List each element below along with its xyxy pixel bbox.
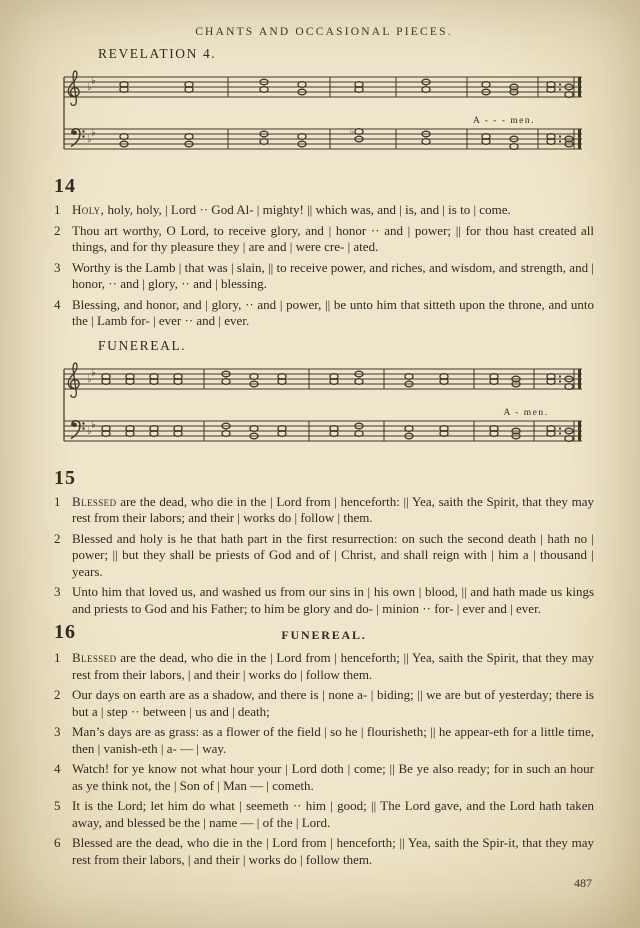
verse-text: Watch! for ye know not what hour your | Lord doth | come; || Be ye also ready; for in such an hour as ye think not, the | Son of | Man — | cometh. <box>72 761 594 793</box>
verse-text: holy, holy, | Lord ·· God Al- | mighty! || which was, and | is, and | is to | come. <box>104 202 511 217</box>
section-head-16 <box>54 621 594 647</box>
verse-text: Our days on earth are as a shadow, and there is | none a- | biding; || we are but of yesterday; there is but a | step ·· between | us and | death; <box>72 687 594 719</box>
verse-body <box>72 650 594 683</box>
verse-text: Blessed and holy is he that hath part in the first resurrection: on such the second death | hath no | power; || but they shall be priests of God and of | Christ, and shall reign with | him a | thousand | years. <box>72 530 594 579</box>
verse-number: 1 <box>54 650 61 665</box>
verse-body <box>72 761 594 794</box>
section-number: 15 <box>54 466 76 489</box>
verse-number: 5 <box>54 798 61 813</box>
amen-text: A - - - men. <box>472 116 536 126</box>
funereal-title-16: FUNEREAL. <box>281 628 367 642</box>
verse-text: Worthy is the Lamb | that was | slain, || to receive power, and riches, and wisdom, and strength, and | honor, ·· and | glory, ·· and | blessing. <box>72 259 594 291</box>
verse-body <box>72 584 594 617</box>
verse-list-15 <box>54 494 594 618</box>
verse <box>54 494 594 527</box>
grand-staff <box>64 363 582 441</box>
verse-number: 1 <box>54 493 61 509</box>
grand-staff <box>64 71 582 149</box>
verse-body <box>72 531 594 581</box>
section-head-14 <box>54 175 594 199</box>
verse-number: 3 <box>54 259 61 275</box>
verse-number: 3 <box>54 584 61 599</box>
verse-number: 4 <box>54 761 61 776</box>
svg-text:♭: ♭ <box>91 367 96 378</box>
verse-text: are the dead, who die in the | Lord from | henceforth: || Yea, saith the Spirit, that they may rest from their labors; and their | works do | follow | them. <box>72 493 594 525</box>
verse-number: 4 <box>54 296 61 312</box>
svg-text:♭: ♭ <box>87 425 92 437</box>
svg-text:♭: ♭ <box>87 134 92 145</box>
verse-list-14 <box>54 202 594 330</box>
verse <box>54 202 594 219</box>
verse-body <box>72 260 594 293</box>
verse-text: Unto him that loved us, and washed us from our sins in | his own | blood, || and hath made us kings and priests to God and his Father; to him be glory and do- | minion ·· for- | ever and | ever. <box>72 584 594 616</box>
verse-lead: Blessed <box>72 493 117 509</box>
verse-number: 2 <box>54 530 61 546</box>
verse-body <box>72 724 594 757</box>
svg-text:♭: ♭ <box>91 127 96 139</box>
verse-number: 2 <box>54 222 61 238</box>
verse <box>54 724 594 757</box>
page-number: 487 <box>574 876 592 890</box>
verse-body <box>72 798 594 831</box>
music-system-revelation <box>54 67 594 171</box>
verse-number: 3 <box>54 724 61 739</box>
verse-text: Man’s days are as grass: as a flower of the field | so he | flourisheth; || he appear-eth for a little time, then | vanish-eth | a- — | way. <box>72 724 594 756</box>
revelation-title: REVELATION 4. <box>98 46 217 61</box>
svg-text:♭: ♭ <box>87 373 92 385</box>
verse-number: 6 <box>54 835 61 850</box>
verse-text: Blessing, and honor, and | glory, ·· and | power, || be unto him that sitteth upon the throne, and unto the | Lamb for- | ever ·· and | ever. <box>72 296 594 328</box>
verse-body <box>72 687 594 720</box>
verse <box>54 584 594 617</box>
verse-list-16 <box>54 650 594 868</box>
verse <box>54 835 594 868</box>
verse-text: are the dead, who die in the | Lord from | henceforth; || Yea, saith the Spirit, that they may rest from their labors, | and their | works do | follow them. <box>72 650 594 682</box>
verse-body <box>72 223 594 256</box>
verse-number: 1 <box>54 202 61 217</box>
verse <box>54 761 594 794</box>
verse <box>54 260 594 293</box>
verse-text: It is the Lord; let him do what | seemeth ·· him | good; || The Lord gave, and the Lord hath taken away, and blessed be the | name — | of the | Lord. <box>72 798 594 830</box>
verse-body <box>72 297 594 330</box>
svg-text:♭: ♭ <box>91 75 96 87</box>
verse-body <box>72 494 594 527</box>
verse <box>54 297 594 330</box>
verse-text: Blessed are the dead, who die in the | Lord from | henceforth; || Yea, saith the Spir-it, that they may rest from their labors, | and their | works do | follow them. <box>72 835 594 867</box>
svg-text:♭: ♭ <box>87 82 92 93</box>
verse <box>54 531 594 581</box>
funereal-title-15: FUNEREAL. <box>98 337 187 353</box>
section-number: 14 <box>54 175 76 197</box>
music-system-funereal <box>54 359 594 463</box>
svg-text:♭: ♭ <box>91 419 96 430</box>
amen-text: A - men. <box>503 407 549 418</box>
verse-lead: Blessed <box>72 650 117 665</box>
verse <box>54 650 594 683</box>
verse <box>54 223 594 256</box>
verse-number: 2 <box>54 687 61 702</box>
verse <box>54 798 594 831</box>
verse-lead: Holy, <box>72 202 105 217</box>
running-header: CHANTS AND OCCASIONAL PIECES. <box>195 26 453 38</box>
verse <box>54 687 594 720</box>
verse-body <box>72 202 594 219</box>
section-number: 16 <box>54 621 76 643</box>
verse-text: Thou art worthy, O Lord, to receive glory, and | honor ·· and | power; || for thou hast created all things, and for thy pleasure they | are and | were cre- | ated. <box>72 222 594 254</box>
svg-text:♭: ♭ <box>350 127 355 138</box>
verse-body <box>72 835 594 868</box>
section-head-15 <box>54 467 594 491</box>
